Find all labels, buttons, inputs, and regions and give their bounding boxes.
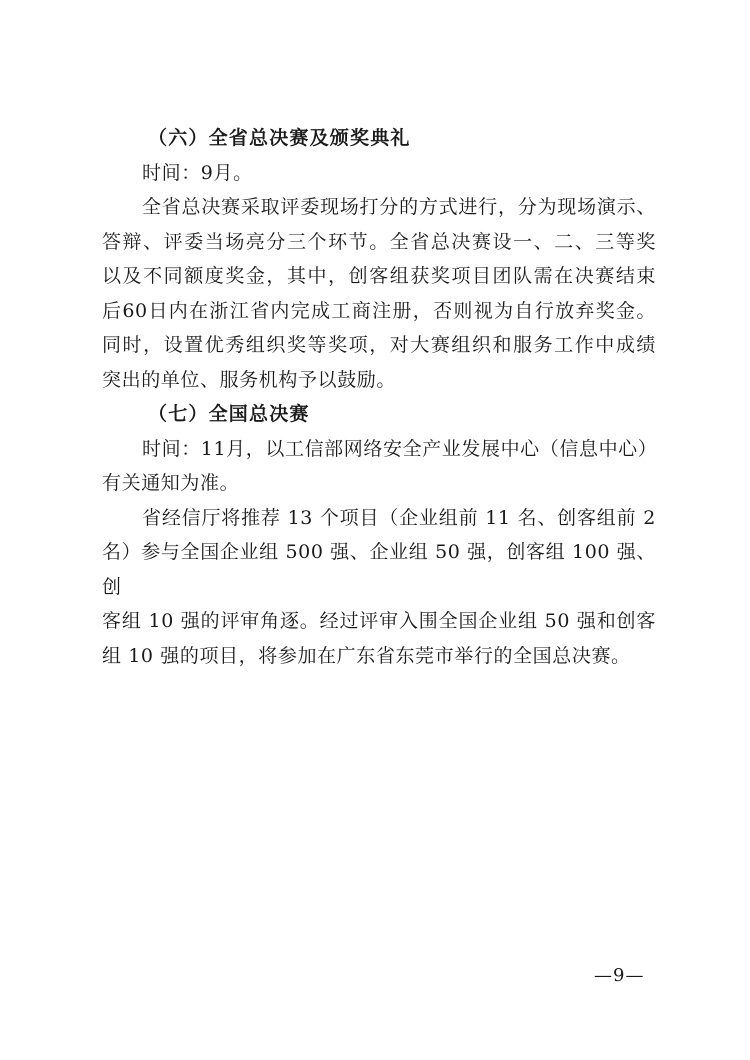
section-6-paragraph bbox=[102, 190, 656, 397]
paragraph-line: 有关通知为准。 bbox=[102, 472, 240, 494]
paragraph-line: 突出的单位、服务机构予以鼓励。 bbox=[102, 368, 397, 391]
document-body bbox=[102, 121, 656, 673]
section-6-heading: （六）全省总决赛及颁奖典礼 bbox=[148, 127, 411, 149]
paragraph-line: 以及不同额度奖金，其中，创客组获奖项目团队需在决赛结束 bbox=[102, 265, 656, 287]
paragraph-line: 同时，设置优秀组织奖等奖项，对大赛组织和服务工作中成绩 bbox=[102, 334, 656, 356]
paragraph-line: 后60日内在浙江省内完成工商注册，否则视为自行放弃奖金。 bbox=[102, 299, 656, 322]
section-7-heading: （七）全国总决赛 bbox=[148, 403, 310, 425]
section-7-paragraph bbox=[102, 501, 656, 674]
paragraph-line: 省经信厅将推荐 13 个项目（企业组前 11 名、创客组前 2 bbox=[142, 506, 656, 529]
paragraph-line: 全省总决赛采取评委现场打分的方式进行，分为现场演示、 bbox=[142, 196, 656, 218]
paragraph-line: 时间：11月，以工信部网络安全产业发展中心（信息中心） bbox=[142, 437, 658, 460]
paragraph-line: 答辩、评委当场亮分三个环节。全省总决赛设一、二、三等奖 bbox=[102, 230, 656, 253]
section-7-time bbox=[102, 432, 656, 501]
page-number: —9— bbox=[594, 965, 645, 986]
section-6-time: 时间：9月。 bbox=[142, 161, 253, 184]
paragraph-line: 名）参与全国企业组 500 强、企业组 50 强，创客组 100 强、创 bbox=[102, 541, 656, 598]
paragraph-line: 组 10 强的项目，将参加在广东省东莞市举行的全国总决赛。 bbox=[102, 644, 631, 667]
paragraph-line: 客组 10 强的评审角逐。经过评审入围全国企业组 50 强和创客 bbox=[102, 610, 656, 632]
